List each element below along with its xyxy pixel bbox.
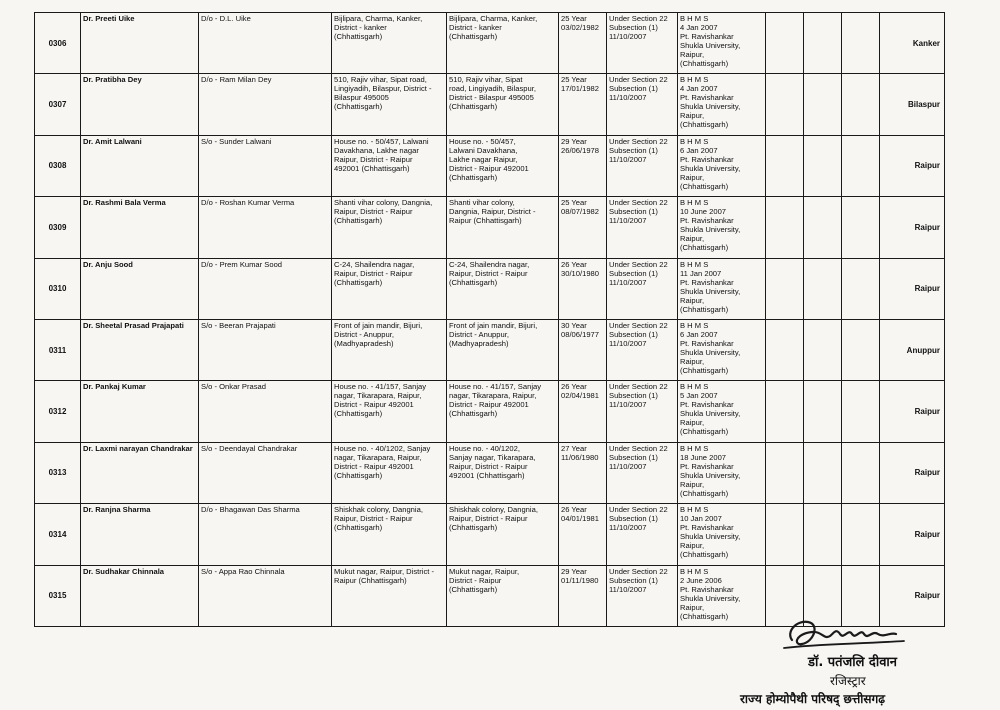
registrar-name: डॉ. पतंजलि दीवान xyxy=(808,655,898,670)
serial-number-text: 0308 xyxy=(48,161,67,171)
serial-number-text: 0309 xyxy=(48,222,67,232)
serial-number-cell xyxy=(35,504,81,565)
blank-cell xyxy=(766,504,804,565)
age-dob-text: 26 Year 04/01/1981 xyxy=(561,505,600,524)
present-address-cell xyxy=(332,504,447,565)
parent-name-cell xyxy=(199,74,332,135)
permanent-address-text: House no. - 50/457, Lalwani Davakhana, Lakhe nagar Raipur, District - Raipur 492001 (Chhattisgarh) xyxy=(449,136,529,182)
permanent-address-cell xyxy=(447,442,559,503)
registration-section-cell xyxy=(607,381,678,442)
serial-number-cell xyxy=(35,381,81,442)
practitioner-name-text: Dr. Pratibha Dey xyxy=(83,75,142,85)
qualification-text: B H M S 6 Jan 2007 Pt. Ravishankar Shukla University, Raipur, (Chhattisgarh) xyxy=(680,136,741,191)
qualification-cell xyxy=(678,74,766,135)
district-text: Raipur xyxy=(914,529,940,539)
qualification-cell xyxy=(678,258,766,319)
practitioner-name-cell xyxy=(81,74,199,135)
age-dob-text: 25 Year 17/01/1982 xyxy=(561,75,600,94)
present-address-cell xyxy=(332,13,447,74)
registration-section-cell xyxy=(607,565,678,626)
permanent-address-text: C-24, Shailendra nagar, Raipur, District - Raipur (Chhattisgarh) xyxy=(449,259,530,287)
blank-cell xyxy=(842,197,880,258)
district-cell xyxy=(880,74,945,135)
district-cell xyxy=(880,442,945,503)
district-cell xyxy=(880,381,945,442)
district-cell xyxy=(880,258,945,319)
blank-cell xyxy=(842,381,880,442)
registration-section-text: Under Section 22 Subsection (1) 11/10/2007 xyxy=(609,259,668,287)
table-row xyxy=(35,13,945,74)
blank-cell xyxy=(804,258,842,319)
practitioner-name-cell xyxy=(81,381,199,442)
serial-number-cell xyxy=(35,74,81,135)
blank-cell xyxy=(804,381,842,442)
permanent-address-text: Bijlipara, Charma, Kanker, District - kanker (Chhattisgarh) xyxy=(449,14,538,41)
blank-cell xyxy=(766,442,804,503)
present-address-text: Bijlipara, Charma, Kanker, District - kanker (Chhattisgarh) xyxy=(334,14,423,41)
blank-cell xyxy=(804,197,842,258)
age-dob-text: 25 Year 08/07/1982 xyxy=(561,198,600,217)
practitioner-name-text: Dr. Pankaj Kumar xyxy=(83,382,146,392)
table-row xyxy=(35,197,945,258)
present-address-text: Shanti vihar colony, Dangnia, Raipur, District - Raipur (Chhattisgarh) xyxy=(334,198,433,226)
permanent-address-cell xyxy=(447,258,559,319)
permanent-address-cell xyxy=(447,197,559,258)
serial-number-text: 0306 xyxy=(48,38,67,48)
permanent-address-text: House no. - 41/157, Sanjay nagar, Tikarapara, Raipur, District - Raipur 492001 (Chhattisgarh) xyxy=(449,382,542,419)
qualification-text: B H M S 10 Jan 2007 Pt. Ravishankar Shukla University, Raipur, (Chhattisgarh) xyxy=(680,505,741,560)
blank-cell xyxy=(766,74,804,135)
table-row xyxy=(35,258,945,319)
blank-cell xyxy=(804,74,842,135)
age-dob-text: 26 Year 02/04/1981 xyxy=(561,382,600,401)
present-address-text: 510, Rajiv vihar, Sipat road, Lingiyadih, Bilaspur, District - Bilaspur 495005 (Chhattisgarh) xyxy=(334,75,432,112)
table-row xyxy=(35,319,945,380)
present-address-cell xyxy=(332,135,447,196)
qualification-cell xyxy=(678,13,766,74)
registrar-title: रजिस्ट्रार xyxy=(830,674,866,688)
blank-cell xyxy=(842,13,880,74)
age-dob-text: 30 Year 08/06/1977 xyxy=(561,320,600,339)
parent-name-text: S/o - Beeran Prajapati xyxy=(201,320,276,330)
registration-section-cell xyxy=(607,504,678,565)
registration-section-cell xyxy=(607,258,678,319)
table-row xyxy=(35,381,945,442)
blank-cell xyxy=(842,504,880,565)
registration-section-text: Under Section 22 Subsection (1) 11/10/2007 xyxy=(609,443,668,471)
district-text: Bilaspur xyxy=(907,100,940,110)
permanent-address-cell xyxy=(447,381,559,442)
practitioner-name-cell xyxy=(81,565,199,626)
qualification-text: B H M S 18 June 2007 Pt. Ravishankar Shukla University, Raipur, (Chhattisgarh) xyxy=(680,443,741,498)
parent-name-text: D/o - Ram Milan Dey xyxy=(201,75,272,85)
district-text: Kanker xyxy=(912,38,940,48)
present-address-text: House no. - 50/457, Lalwani Davakhana, Lakhe nagar Raipur, District - Raipur 492001 (Chhattisgarh) xyxy=(334,136,429,173)
permanent-address-cell xyxy=(447,319,559,380)
practitioner-name-text: Dr. Sudhakar Chinnala xyxy=(83,566,165,576)
serial-number-text: 0307 xyxy=(48,100,67,110)
permanent-address-cell xyxy=(447,504,559,565)
registration-section-text: Under Section 22 Subsection (1) 11/10/2007 xyxy=(609,566,668,594)
parent-name-text: S/o - Sunder Lalwani xyxy=(201,136,272,146)
practitioner-name-cell xyxy=(81,13,199,74)
permanent-address-cell xyxy=(447,135,559,196)
permanent-address-cell xyxy=(447,13,559,74)
handwritten-signature xyxy=(778,614,918,654)
table-row xyxy=(35,74,945,135)
age-dob-text: 27 Year 11/06/1980 xyxy=(561,443,599,462)
practitioner-name-cell xyxy=(81,504,199,565)
blank-cell xyxy=(842,135,880,196)
permanent-address-text: Shanti vihar colony, Dangnia, Raipur, District - Raipur (Chhattisgarh) xyxy=(449,198,536,226)
qualification-cell xyxy=(678,504,766,565)
registration-section-text: Under Section 22 Subsection (1) 11/10/2007 xyxy=(609,505,668,533)
qualification-text: B H M S 4 Jan 2007 Pt. Ravishankar Shukla University, Raipur, (Chhattisgarh) xyxy=(680,75,741,130)
serial-number-cell xyxy=(35,565,81,626)
qualification-cell xyxy=(678,197,766,258)
age-dob-text: 29 Year 26/06/1978 xyxy=(561,136,600,155)
blank-cell xyxy=(842,442,880,503)
practitioner-name-cell xyxy=(81,442,199,503)
serial-number-text: 0314 xyxy=(48,529,67,539)
blank-cell xyxy=(842,74,880,135)
age-dob-cell xyxy=(559,74,607,135)
parent-name-text: D/o - Prem Kumar Sood xyxy=(201,259,283,269)
table-row xyxy=(35,135,945,196)
qualification-text: B H M S 2 June 2006 Pt. Ravishankar Shukla University, Raipur, (Chhattisgarh) xyxy=(680,566,741,621)
age-dob-cell xyxy=(559,381,607,442)
present-address-cell xyxy=(332,74,447,135)
registration-section-text: Under Section 22 Subsection (1) 11/10/2007 xyxy=(609,136,668,164)
serial-number-text: 0311 xyxy=(48,345,67,355)
parent-name-text: D/o - Bhagawan Das Sharma xyxy=(201,505,300,515)
age-dob-cell xyxy=(559,258,607,319)
qualification-cell xyxy=(678,135,766,196)
age-dob-cell xyxy=(559,197,607,258)
registration-section-text: Under Section 22 Subsection (1) 11/10/2007 xyxy=(609,320,668,348)
practitioner-name-cell xyxy=(81,197,199,258)
age-dob-cell xyxy=(559,319,607,380)
serial-number-cell xyxy=(35,258,81,319)
district-text: Raipur xyxy=(914,591,940,601)
present-address-text: Shiskhak colony, Dangnia, Raipur, District - Raipur (Chhattisgarh) xyxy=(334,505,423,533)
parent-name-text: S/o - Deendayal Chandrakar xyxy=(201,443,298,453)
district-cell xyxy=(880,197,945,258)
registrar-signature-block xyxy=(730,612,980,708)
serial-number-cell xyxy=(35,442,81,503)
age-dob-cell xyxy=(559,13,607,74)
parent-name-cell xyxy=(199,565,332,626)
blank-cell xyxy=(766,381,804,442)
practitioner-name-text: Dr. Laxmi narayan Chandrakar xyxy=(83,443,193,453)
blank-cell xyxy=(766,13,804,74)
parent-name-cell xyxy=(199,442,332,503)
serial-number-text: 0312 xyxy=(48,407,67,417)
age-dob-cell xyxy=(559,504,607,565)
permanent-address-text: Shiskhak colony, Dangnia, Raipur, District - Raipur (Chhattisgarh) xyxy=(449,505,538,533)
qualification-cell xyxy=(678,319,766,380)
age-dob-cell xyxy=(559,565,607,626)
parent-name-text: S/o - Onkar Prasad xyxy=(201,382,266,392)
blank-cell xyxy=(804,13,842,74)
blank-cell xyxy=(804,504,842,565)
present-address-text: Front of jain mandir, Bijuri, District - Anuppur, (Madhyapradesh) xyxy=(334,320,423,348)
permanent-address-cell xyxy=(447,74,559,135)
blank-cell xyxy=(766,135,804,196)
present-address-cell xyxy=(332,381,447,442)
blank-cell xyxy=(804,319,842,380)
parent-name-cell xyxy=(199,504,332,565)
present-address-text: C-24, Shailendra nagar, Raipur, District - Raipur (Chhattisgarh) xyxy=(334,259,415,287)
parent-name-cell xyxy=(199,13,332,74)
qualification-text: B H M S 11 Jan 2007 Pt. Ravishankar Shukla University, Raipur, (Chhattisgarh) xyxy=(680,259,741,314)
district-text: Anuppur xyxy=(906,345,940,355)
serial-number-text: 0313 xyxy=(48,468,67,478)
registration-section-text: Under Section 22 Subsection (1) 11/10/2007 xyxy=(609,198,668,226)
blank-cell xyxy=(766,258,804,319)
parent-name-cell xyxy=(199,197,332,258)
practitioner-name-text: Dr. Sheetal Prasad Prajapati xyxy=(83,320,184,330)
parent-name-cell xyxy=(199,135,332,196)
present-address-text: Mukut nagar, Raipur, District - Raipur (Chhattisgarh) xyxy=(334,566,435,585)
blank-cell xyxy=(766,197,804,258)
serial-number-cell xyxy=(35,13,81,74)
parent-name-text: D/o - Roshan Kumar Verma xyxy=(201,198,295,208)
permanent-address-text: 510, Rajiv vihar, Sipat road, Lingiyadih, Bilaspur, District - Bilaspur 495005 (Chhattisgarh) xyxy=(449,75,536,112)
district-cell xyxy=(880,504,945,565)
parent-name-cell xyxy=(199,258,332,319)
district-text: Raipur xyxy=(914,468,940,478)
permanent-address-text: House no. - 40/1202, Sanjay nagar, Tikarapara, Raipur, District - Raipur 492001 (Chhattisgarh) xyxy=(449,443,536,480)
serial-number-cell xyxy=(35,319,81,380)
practitioner-name-text: Dr. Ranjna Sharma xyxy=(83,505,151,515)
practitioner-name-text: Dr. Anju Sood xyxy=(83,259,133,269)
age-dob-cell xyxy=(559,442,607,503)
parent-name-text: S/o - Appa Rao Chinnala xyxy=(201,566,285,576)
parent-name-text: D/o - D.L. Uike xyxy=(201,14,251,23)
permanent-address-text: Front of jain mandir, Bijuri, District - Anuppur, (Madhyapradesh) xyxy=(449,320,538,348)
present-address-cell xyxy=(332,442,447,503)
district-text: Raipur xyxy=(914,161,940,171)
registration-section-cell xyxy=(607,319,678,380)
practitioner-name-cell xyxy=(81,135,199,196)
qualification-text: B H M S 5 Jan 2007 Pt. Ravishankar Shukla University, Raipur, (Chhattisgarh) xyxy=(680,382,741,437)
council-name: राज्य होम्योपैथी परिषद् छत्तीसगढ़ xyxy=(740,692,885,706)
practitioner-name-text: Dr. Rashmi Bala Verma xyxy=(83,198,166,208)
practitioner-name-cell xyxy=(81,319,199,380)
registration-section-cell xyxy=(607,197,678,258)
serial-number-text: 0310 xyxy=(48,284,67,294)
serial-number-cell xyxy=(35,135,81,196)
district-cell xyxy=(880,13,945,74)
parent-name-cell xyxy=(199,319,332,380)
blank-cell xyxy=(804,442,842,503)
qualification-text: B H M S 10 June 2007 Pt. Ravishankar Shukla University, Raipur, (Chhattisgarh) xyxy=(680,198,741,253)
blank-cell xyxy=(842,319,880,380)
registration-section-text: Under Section 22 Subsection (1) 11/10/2007 xyxy=(609,75,668,103)
age-dob-text: 26 Year 30/10/1980 xyxy=(561,259,600,278)
age-dob-cell xyxy=(559,135,607,196)
registration-section-cell xyxy=(607,13,678,74)
registration-section-cell xyxy=(607,135,678,196)
serial-number-text: 0315 xyxy=(48,591,67,601)
table-body xyxy=(35,13,945,627)
present-address-cell xyxy=(332,197,447,258)
practitioner-name-text: Dr. Preeti Uike xyxy=(83,14,135,23)
registration-section-cell xyxy=(607,442,678,503)
district-cell xyxy=(880,135,945,196)
registration-section-cell xyxy=(607,74,678,135)
present-address-cell xyxy=(332,319,447,380)
practitioner-name-text: Dr. Amit Lalwani xyxy=(83,136,142,146)
age-dob-text: 25 Year 03/02/1982 xyxy=(561,14,600,32)
practitioner-name-cell xyxy=(81,258,199,319)
registration-section-text: Under Section 22 Subsection (1) 11/10/2007 xyxy=(609,382,668,410)
district-text: Raipur xyxy=(914,407,940,417)
age-dob-text: 29 Year 01/11/1980 xyxy=(561,566,599,585)
table-row xyxy=(35,442,945,503)
blank-cell xyxy=(842,258,880,319)
blank-cell xyxy=(804,135,842,196)
parent-name-cell xyxy=(199,381,332,442)
present-address-text: House no. - 40/1202, Sanjay nagar, Tikarapara, Raipur, District - Raipur 492001 (Chhattisgarh) xyxy=(334,443,431,480)
present-address-cell xyxy=(332,565,447,626)
district-text: Raipur xyxy=(914,222,940,232)
blank-cell xyxy=(766,319,804,380)
district-text: Raipur xyxy=(914,284,940,294)
table-row xyxy=(35,504,945,565)
permanent-address-cell xyxy=(447,565,559,626)
district-cell xyxy=(880,319,945,380)
serial-number-cell xyxy=(35,197,81,258)
registration-table xyxy=(34,12,945,627)
qualification-cell xyxy=(678,442,766,503)
registration-section-text: Under Section 22 Subsection (1) 11/10/2007 xyxy=(609,14,668,41)
qualification-cell xyxy=(678,381,766,442)
permanent-address-text: Mukut nagar, Raipur, District - Raipur (Chhattisgarh) xyxy=(449,566,520,594)
qualification-text: B H M S 4 Jan 2007 Pt. Ravishankar Shukla University, Raipur, (Chhattisgarh) xyxy=(680,14,741,68)
register-sheet xyxy=(34,12,944,626)
present-address-cell xyxy=(332,258,447,319)
qualification-text: B H M S 6 Jan 2007 Pt. Ravishankar Shukla University, Raipur, (Chhattisgarh) xyxy=(680,320,741,375)
present-address-text: House no. - 41/157, Sanjay nagar, Tikarapara, Raipur, District - Raipur 492001 (Chhattisgarh) xyxy=(334,382,427,419)
